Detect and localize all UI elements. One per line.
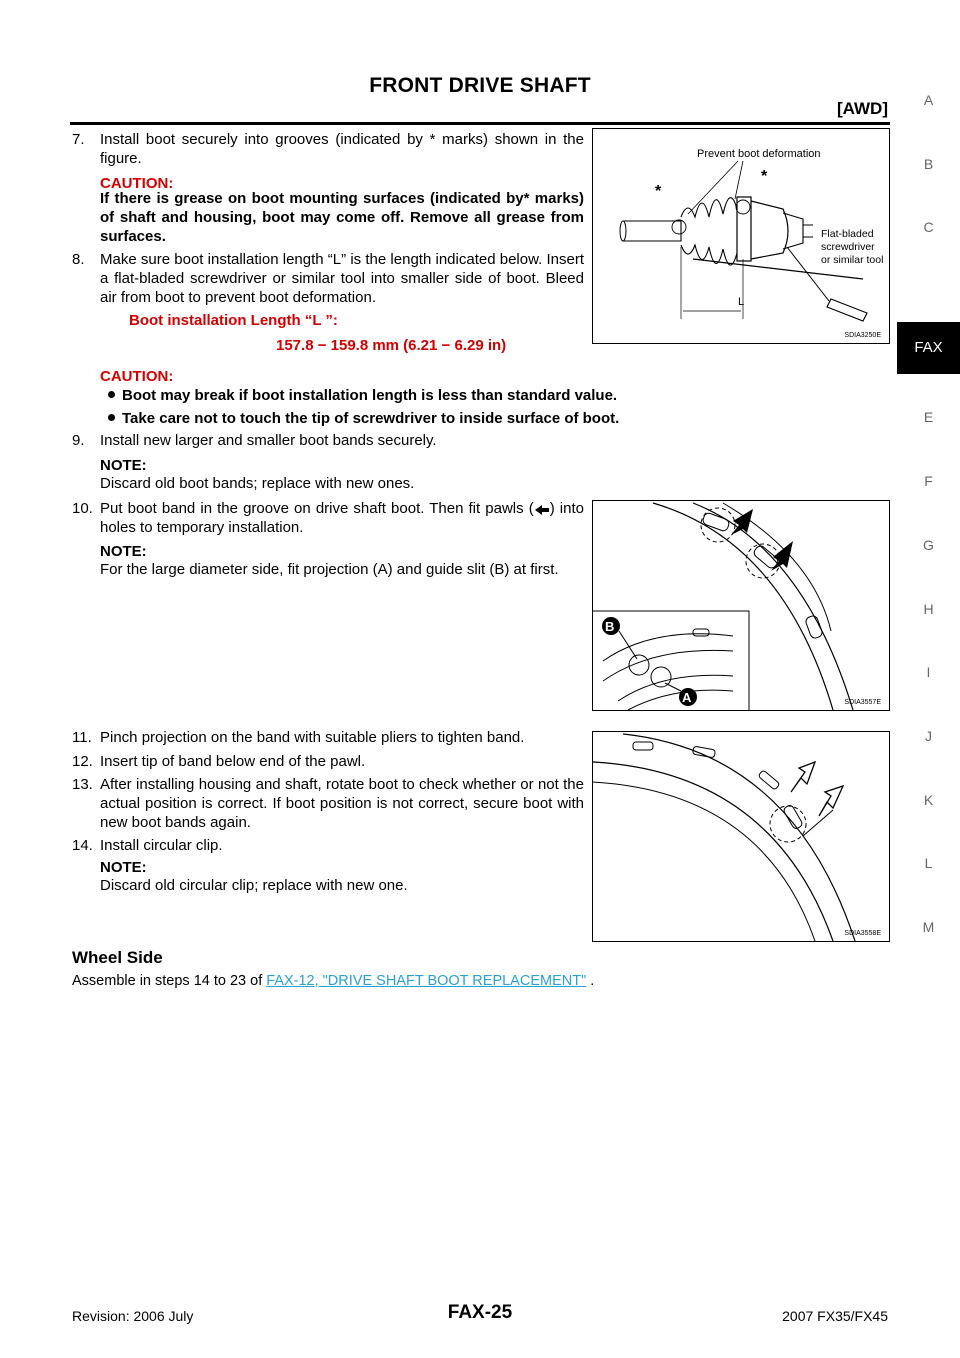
step-10	[72, 499, 584, 537]
footer-revision: Revision: 2006 July	[72, 1308, 194, 1324]
note-label: NOTE:	[100, 859, 147, 876]
figure-id: SDIA3558E	[844, 930, 881, 937]
figure-band-tighten	[592, 731, 890, 942]
step-number: 10.	[72, 500, 93, 517]
note-label: NOTE:	[100, 543, 147, 560]
band-tighten-diagram	[593, 732, 889, 941]
wheel-side-text-a: Assemble in steps 14 to 23 of	[72, 973, 267, 989]
band-diagram	[593, 501, 889, 710]
spec-label: Boot installation Length “L ”:	[129, 312, 338, 329]
step-text: Pinch projection on the band with suitable pliers to tighten band.	[100, 729, 525, 746]
step-number: 12.	[72, 753, 93, 770]
step-text: Install circular clip.	[100, 837, 223, 854]
side-tab-j[interactable]: J	[925, 728, 932, 744]
step-8	[72, 250, 584, 307]
footer-model: 2007 FX35/FX45	[782, 1308, 888, 1324]
side-tab-m[interactable]: M	[922, 919, 935, 935]
side-tab-i[interactable]: I	[926, 664, 931, 680]
step-number: 7.	[72, 131, 85, 148]
svg-text:B: B	[605, 619, 615, 634]
step-text-b: ) into holes to temporary installation.	[100, 500, 584, 536]
caution-text: If there is grease on boot mounting surfaces (indicated by* marks) of shaft and housing, boot may come off. Remove all grease from surfaces.	[100, 190, 584, 245]
step-text: Insert tip of band below end of the pawl.	[100, 753, 366, 770]
caution-label: CAUTION:	[100, 368, 174, 385]
bullet-text: Boot may break if boot installation length is less than standard value.	[122, 387, 618, 404]
side-tab-h[interactable]: H	[923, 601, 934, 617]
note-text: For the large diameter side, fit projection (A) and guide slit (B) at first.	[100, 561, 559, 578]
step-number: 14.	[72, 837, 93, 854]
bullet-dot	[108, 414, 115, 421]
header-rule	[70, 122, 890, 125]
step-number: 8.	[72, 251, 85, 268]
wheel-side-text-b: .	[586, 973, 595, 989]
step-number: 11.	[72, 729, 92, 746]
boot-diagram	[593, 129, 889, 343]
figure-band-pawls	[592, 500, 890, 711]
step-12	[72, 752, 584, 771]
note-label: NOTE:	[100, 457, 147, 474]
svg-text:*: *	[761, 168, 768, 185]
step-14	[72, 836, 584, 855]
caution-bullet	[108, 409, 728, 428]
note-text: Discard old circular clip; replace with new one.	[100, 877, 408, 894]
step-text: Make sure boot installation length “L” is the length indicated below. Insert a flat-bladed screwdriver or similar tool into smaller side of boot. Bleed air from boot to prevent boot deformation.	[100, 251, 584, 306]
svg-text:*: *	[655, 183, 662, 200]
note-text: Discard old boot bands; replace with new ones.	[100, 475, 415, 492]
step-number: 9.	[72, 432, 85, 449]
step-7	[72, 130, 584, 168]
bullet-text: Take care not to touch the tip of screwdriver to inside surface of boot.	[122, 410, 620, 427]
side-tab-a[interactable]: A	[923, 92, 934, 108]
page-number: FAX-25	[447, 1302, 513, 1323]
caution-label: CAUTION:	[100, 175, 174, 192]
caution-bullet	[108, 386, 728, 405]
figure-label-prevent: Prevent boot deformation	[697, 148, 821, 160]
figure-id: SDIA3557E	[844, 699, 881, 706]
step-text-a: Put boot band in the groove on drive shaft boot. Then fit pawls (	[100, 500, 534, 517]
step-13	[72, 775, 584, 832]
spec-value: 157.8 − 159.8 mm (6.21 − 6.29 in)	[276, 337, 507, 354]
svg-text:or similar tool: or similar tool	[821, 254, 884, 266]
side-tab-l[interactable]: L	[924, 855, 933, 871]
pawl-arrow-icon	[534, 504, 550, 515]
step-text: Install new larger and smaller boot bands securely.	[100, 432, 437, 449]
bullet-dot	[108, 391, 115, 398]
svg-text:A: A	[682, 690, 692, 705]
side-tab-e[interactable]: E	[923, 409, 934, 425]
step-9	[72, 431, 584, 450]
side-tab-c[interactable]: C	[923, 219, 934, 235]
step-text	[100, 499, 584, 537]
side-tab-k[interactable]: K	[923, 792, 934, 808]
figure-id: SDIA3250E	[844, 332, 881, 339]
page-title: FRONT DRIVE SHAFT	[369, 74, 591, 97]
svg-text:screwdriver: screwdriver	[821, 241, 875, 253]
wheel-side-text	[72, 973, 594, 989]
page-subtitle: [AWD]	[837, 99, 888, 118]
section-heading-wheel-side: Wheel Side	[72, 948, 163, 967]
svg-text:Flat-bladed: Flat-bladed	[821, 228, 874, 240]
side-tab-f[interactable]: F	[924, 473, 933, 489]
side-tab-b[interactable]: B	[923, 156, 934, 172]
wheel-side-link[interactable]: FAX-12, "DRIVE SHAFT BOOT REPLACEMENT"	[266, 973, 587, 989]
figure-boot-installation	[592, 128, 890, 344]
side-tab-g[interactable]: G	[923, 537, 934, 553]
step-11	[72, 728, 584, 747]
step-text: Install boot securely into grooves (indicated by * marks) shown in the figure.	[100, 131, 584, 167]
step-text: After installing housing and shaft, rotate boot to check whether or not the actual position is correct. If boot position is not correct, secure boot with new boot bands again.	[100, 776, 584, 831]
side-tab-fax[interactable]: FAX	[897, 322, 960, 374]
svg-text:L: L	[738, 296, 745, 308]
step-number: 13.	[72, 776, 93, 793]
